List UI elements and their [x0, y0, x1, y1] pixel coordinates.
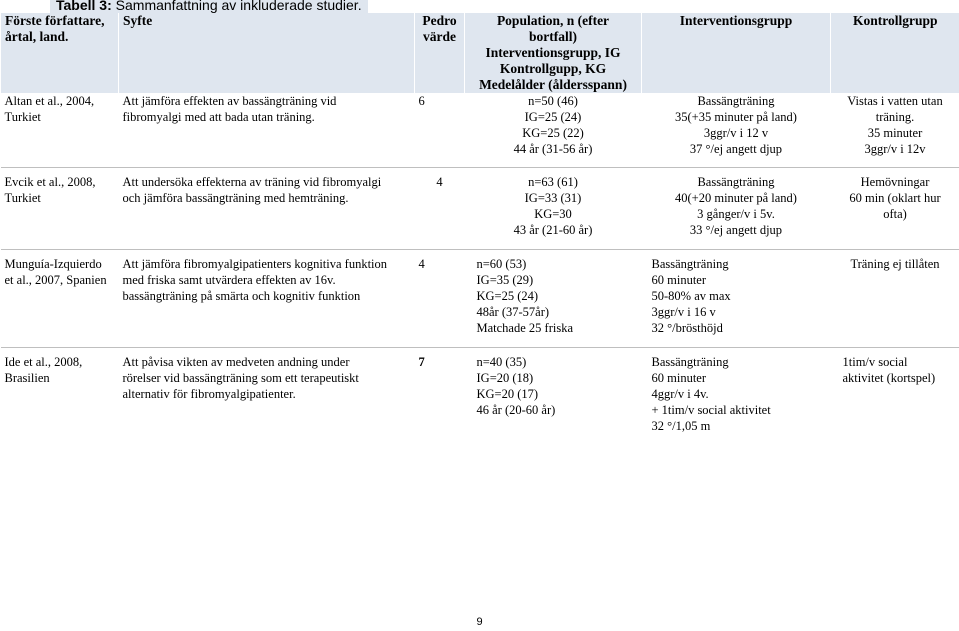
table-row [1, 167, 959, 249]
header-population: Population, n (efter bortfall) Interventionsgrupp, IG Kontrollgupp, KG Medelålder (åldersspann) [465, 13, 642, 93]
table-caption [50, 0, 368, 14]
cell-purpose: Att jämföra effekten av bassängträning vid fibromyalgi med att bada utan träning. [122, 94, 337, 124]
table-row [1, 93, 959, 167]
cell-pedro: 4 [415, 167, 465, 249]
cell-author: Ide et al., 2008, Brasilien [1, 347, 119, 447]
header-control: Kontrollgrupp [831, 13, 959, 93]
cell-population: n=63 (61) IG=33 (31) KG=30 43 år (21-60 år) [465, 167, 642, 249]
cell-control: 1tim/v social aktivitet (kortspel) [831, 347, 959, 447]
table-row [1, 347, 959, 447]
header-intervention: Interventionsgrupp [642, 13, 831, 93]
studies-table [0, 13, 959, 447]
cell-purpose: Att undersöka effekterna av träning vid fibromyalgi och jämföra bassängträning med hemträning. [119, 167, 415, 249]
cell-pedro: 7 [415, 347, 465, 447]
header-pedro: Pedro värde [415, 13, 465, 93]
cell-pedro: 6 [418, 94, 425, 108]
cell-purpose: Att jämföra fibromyalgipatienters kognitiva funktion med friska samt utvärdera effekten av 16v. bassängträning på smärta och kognitiv funktion [119, 249, 415, 347]
page-number: 9 [476, 616, 483, 628]
cell-population: n=60 (53) IG=35 (29) KG=25 (24) 48år (37-57år) Matchade 25 friska [465, 249, 642, 347]
cell-author: Altan et al., 2004, Turkiet [4, 94, 95, 124]
table-row [1, 249, 959, 347]
caption-text: Sammanfattning av inkluderade studier. [115, 0, 362, 13]
cell-purpose: Att påvisa vikten av medveten andning under rörelser vid bassängträning som ett terapeutiskt alternativ för fibromyalgipatienter. [119, 347, 415, 447]
cell-control: Hemövningar 60 min (oklart hur ofta) [831, 167, 959, 249]
cell-control: Träning ej tillåten [831, 249, 959, 347]
header-row [1, 13, 959, 93]
cell-author: Munguía-Izquierdo et al., 2007, Spanien [1, 249, 119, 347]
cell-population: n=50 (46) IG=25 (24) KG=25 (22) 44 år (31-56 år) [513, 94, 593, 156]
cell-intervention: Bassängträning 60 minuter 50-80% av max 3ggr/v i 16 v 32 °/brösthöjd [642, 249, 831, 347]
cell-author: Evcik et al., 2008, Turkiet [1, 167, 119, 249]
cell-population: n=40 (35) IG=20 (18) KG=20 (17) 46 år (20-60 år) [465, 347, 642, 447]
cell-intervention: Bassängträning 40(+20 minuter på land) 3 gånger/v i 5v. 33 °/ej angett djup [642, 167, 831, 249]
header-author: Förste författare, årtal, land. [1, 13, 119, 93]
cell-pedro: 4 [415, 249, 465, 347]
cell-intervention: Bassängträning 35(+35 minuter på land) 3ggr/v i 12 v 37 °/ej angett djup [675, 94, 797, 156]
cell-intervention: Bassängträning 60 minuter 4ggr/v i 4v. + 1tim/v social aktivitet 32 °/1,05 m [642, 347, 831, 447]
cell-control: Vistas i vatten utan träning. 35 minuter 3ggr/v i 12v [847, 94, 943, 156]
header-purpose: Syfte [119, 13, 415, 93]
caption-label: Tabell 3: [56, 0, 112, 13]
